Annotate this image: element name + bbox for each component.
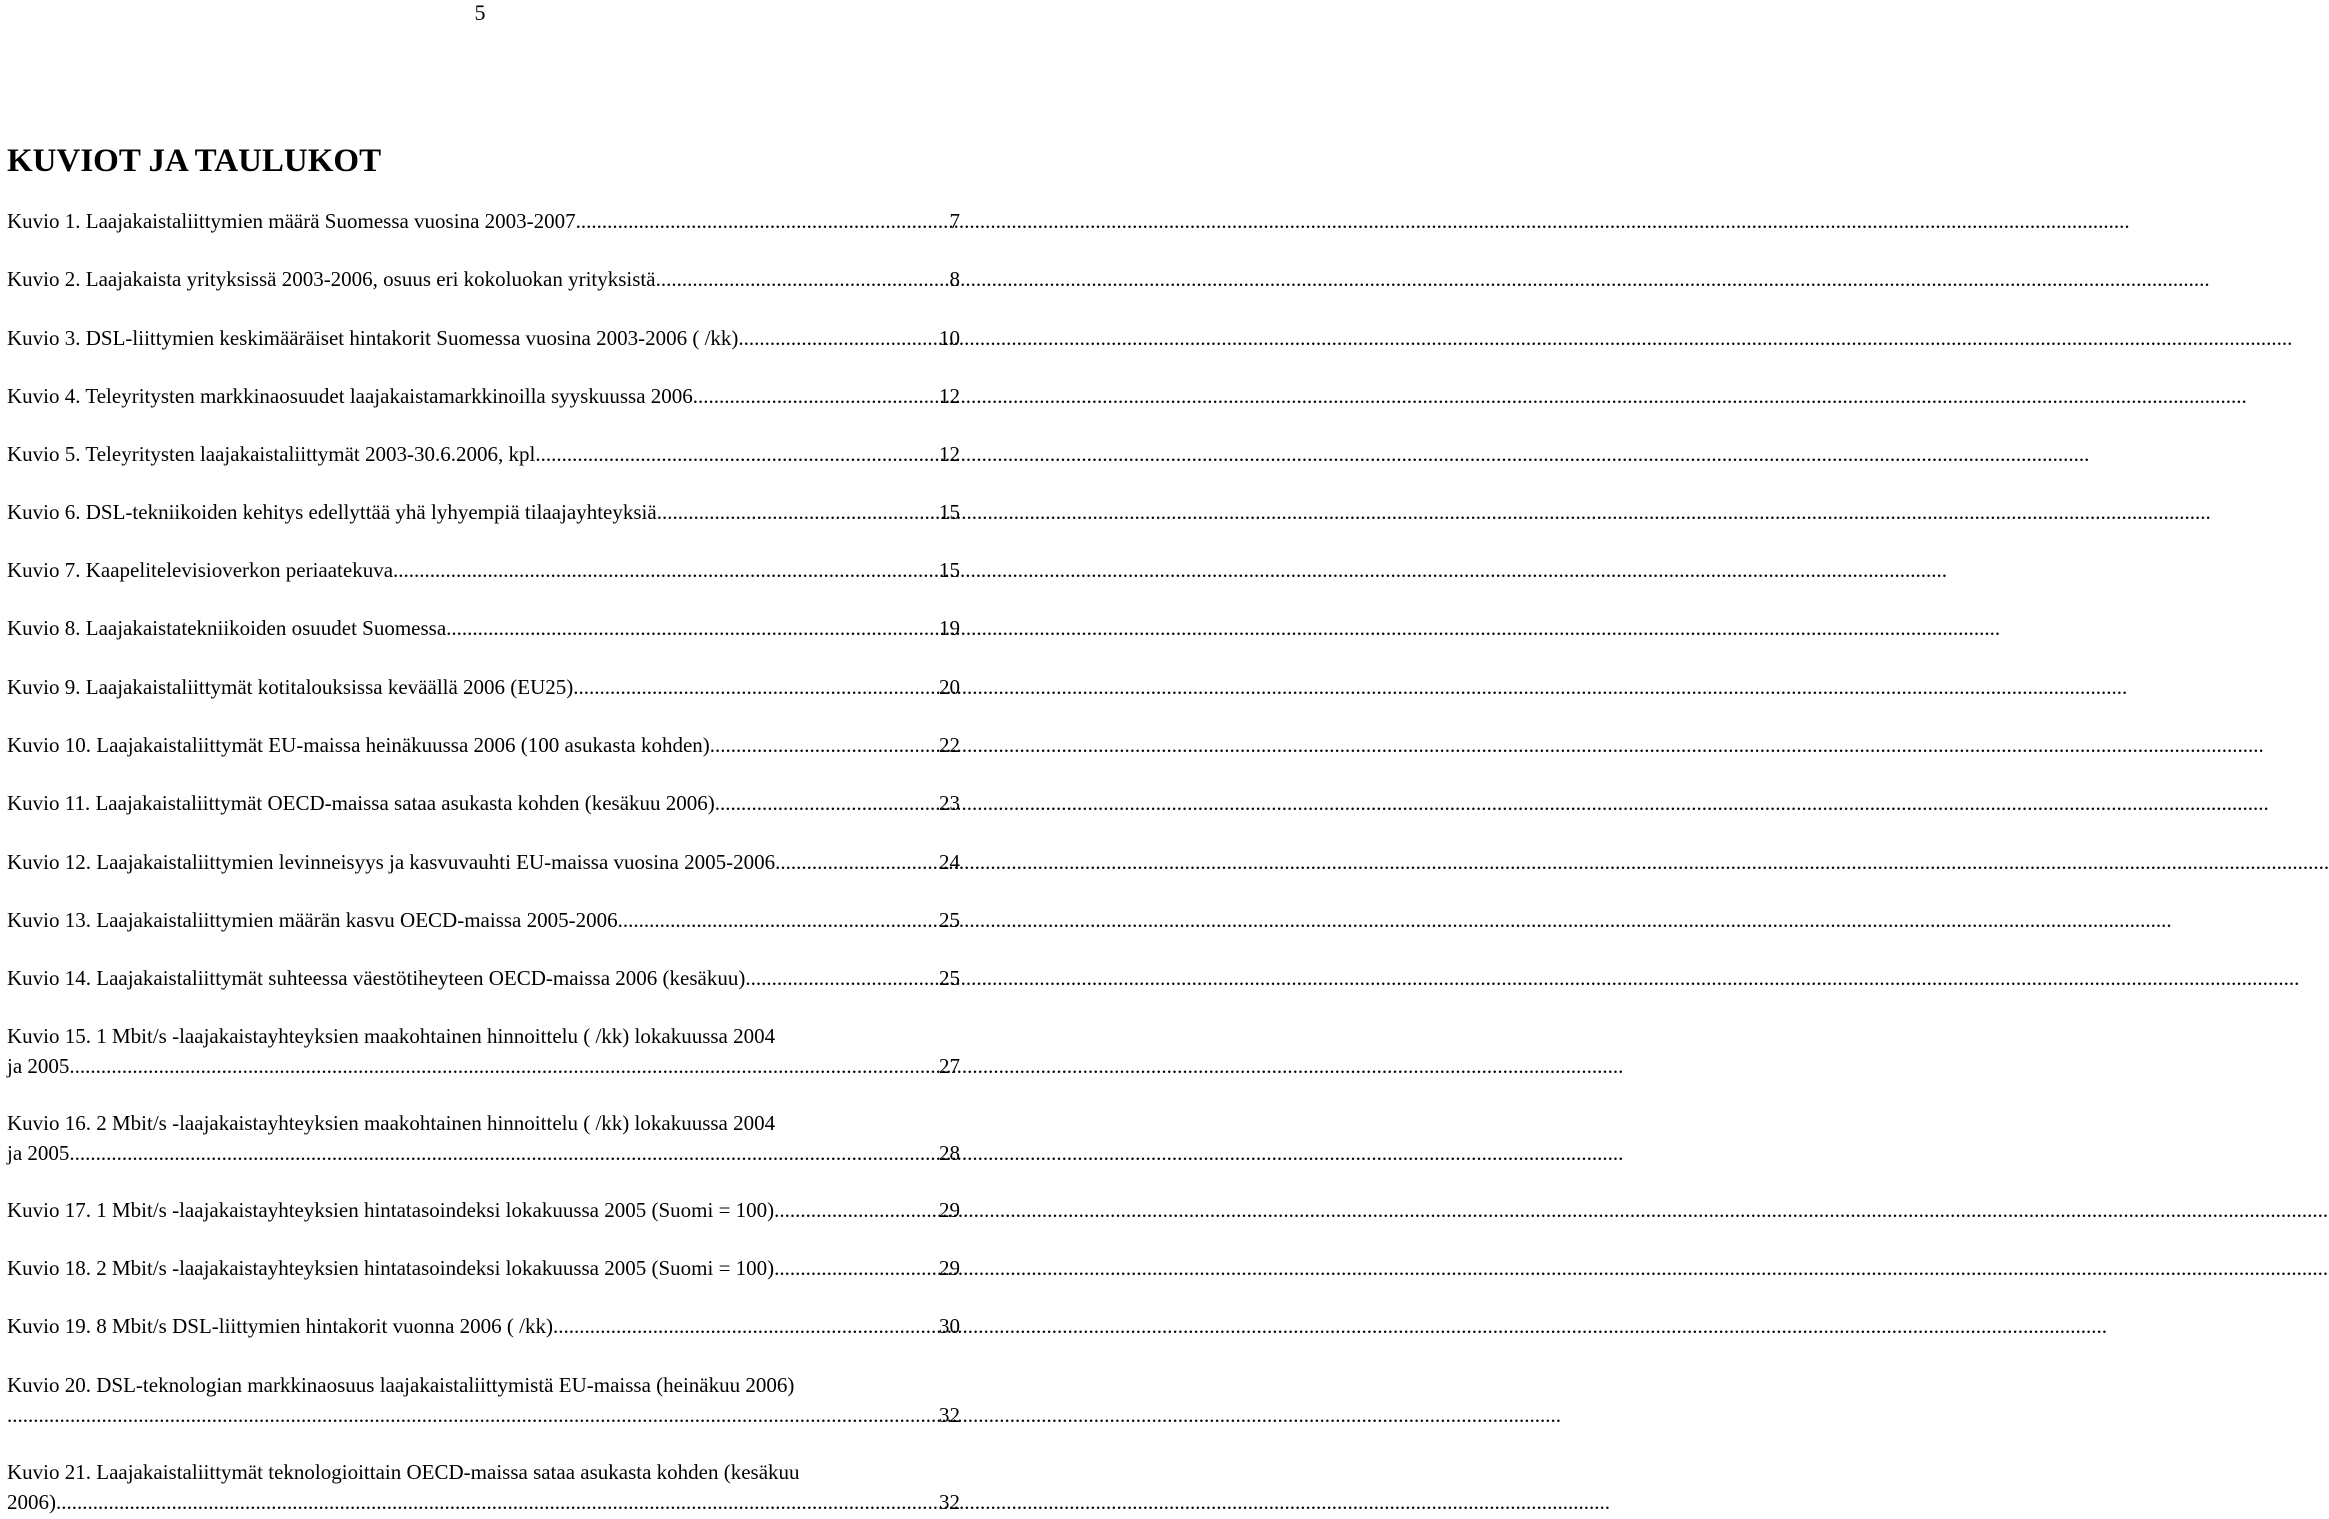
toc-entry[interactable]	[7, 1457, 960, 1517]
toc-entry[interactable]	[7, 905, 960, 935]
toc-entry-title-line: Kuvio 20. DSL-teknologian markkinaosuus laajakaistaliittymistä EU-maissa (heinäkuu 2006)	[7, 1373, 795, 1397]
toc-entry-page: 12	[939, 384, 960, 408]
toc-entry-title: Kuvio 8. Laajakaistatekniikoiden osuudet Suomessa	[7, 616, 447, 640]
toc-entry-title: Kuvio 13. Laajakaistaliittymien määrän kasvu OECD-maissa 2005-2006	[7, 908, 618, 932]
toc-entry[interactable]	[7, 555, 960, 585]
dot-leader	[535, 439, 939, 469]
toc-entry-page: 32	[939, 1403, 960, 1427]
dot-leader	[774, 1253, 939, 1283]
dot-leader	[553, 1311, 939, 1341]
toc-entry[interactable]	[7, 381, 960, 411]
dot-leader	[7, 1400, 939, 1430]
toc-entry[interactable]	[7, 1021, 960, 1081]
dot-leader	[715, 788, 939, 818]
toc-entry-title-line: Kuvio 16. 2 Mbit/s -laajakaistayhteyksien maakohtainen hinnoittelu ( /kk) lokakuussa 2004	[7, 1111, 776, 1135]
toc-entry-page: 24	[939, 850, 960, 874]
toc-entry[interactable]	[7, 439, 960, 469]
toc-entry-title: Kuvio 19. 8 Mbit/s DSL-liittymien hintakorit vuonna 2006 ( /kk)	[7, 1314, 553, 1338]
page-title: KUVIOT JA TAULUKOT	[7, 143, 382, 179]
toc-entry-title: Kuvio 3. DSL-liittymien keskimääräiset hintakorit Suomessa vuosina 2003-2006 ( /kk)	[7, 326, 739, 350]
toc-entry-title: Kuvio 2. Laajakaista yrityksissä 2003-2006, osuus eri kokoluokan yrityksistä	[7, 267, 656, 291]
toc-entry[interactable]	[7, 497, 960, 527]
toc-entry-title: Kuvio 1. Laajakaistaliittymien määrä Suomessa vuosina 2003-2007	[7, 209, 576, 233]
toc-entry-page: 15	[939, 558, 960, 582]
toc-entry[interactable]	[7, 788, 960, 818]
toc-entry-page: 25	[939, 908, 960, 932]
toc-entry-title: Kuvio 18. 2 Mbit/s -laajakaistayhteyksien hintatasoindeksi lokakuussa 2005 (Suomi = 100)	[7, 1256, 775, 1280]
toc-entry-title: 2006)	[7, 1490, 56, 1514]
toc-entry-page: 29	[939, 1198, 960, 1222]
toc-entry-title: Kuvio 10. Laajakaistaliittymät EU-maissa heinäkuussa 2006 (100 asukasta kohden)	[7, 733, 710, 757]
dot-leader	[657, 497, 939, 527]
toc-entry-title: ja 2005	[7, 1054, 70, 1078]
toc-entry[interactable]	[7, 323, 960, 353]
toc-entry-page: 30	[939, 1314, 960, 1338]
toc-entry-page: 25	[939, 966, 960, 990]
toc-entry[interactable]	[7, 613, 960, 643]
dot-leader	[738, 323, 939, 353]
toc-entry-page: 15	[939, 500, 960, 524]
dot-leader	[56, 1487, 939, 1517]
toc-entry[interactable]	[7, 1311, 960, 1341]
toc-entry-title: ja 2005	[7, 1141, 70, 1165]
toc-entry-title: Kuvio 17. 1 Mbit/s -laajakaistayhteyksien hintatasoindeksi lokakuussa 2005 (Suomi = 100)	[7, 1198, 775, 1222]
toc-entry-page: 29	[939, 1256, 960, 1280]
toc-entry-title-line: Kuvio 15. 1 Mbit/s -laajakaistayhteyksien maakohtainen hinnoittelu ( /kk) lokakuussa 2004	[7, 1024, 776, 1048]
toc-entry[interactable]	[7, 264, 960, 294]
toc-entry[interactable]	[7, 206, 960, 236]
toc-entry-title: Kuvio 14. Laajakaistaliittymät suhteessa väestötiheyteen OECD-maissa 2006 (kesäkuu)	[7, 966, 746, 990]
toc-entry-page: 19	[939, 616, 960, 640]
dot-leader	[775, 847, 939, 877]
toc-entry-title: Kuvio 4. Teleyritysten markkinaosuudet laajakaistamarkkinoilla syyskuussa 2006	[7, 384, 693, 408]
toc-entry[interactable]	[7, 730, 960, 760]
toc-entry[interactable]	[7, 963, 960, 993]
toc-entry-title-line: Kuvio 21. Laajakaistaliittymät teknologioittain OECD-maissa sataa asukasta kohden (kesäkuu	[7, 1460, 800, 1484]
toc-entry[interactable]	[7, 1253, 960, 1283]
dot-leader	[446, 613, 939, 643]
toc-entry-title: Kuvio 6. DSL-tekniikoiden kehitys edellyttää yhä lyhyempiä tilaajayhteyksiä	[7, 500, 657, 524]
toc-entry-title: Kuvio 11. Laajakaistaliittymät OECD-maissa sataa asukasta kohden (kesäkuu 2006)	[7, 791, 715, 815]
toc-entry[interactable]	[7, 672, 960, 702]
toc-entry-title: Kuvio 12. Laajakaistaliittymien levinneisyys ja kasvuvauhti EU-maissa vuosina 2005-2006	[7, 850, 776, 874]
toc-entry-page: 7	[949, 209, 960, 233]
dot-leader	[69, 1138, 939, 1168]
toc-entry[interactable]	[7, 1195, 960, 1225]
toc-entry-page: 8	[949, 267, 960, 291]
dot-leader	[693, 381, 939, 411]
toc-entry-page: 10	[939, 326, 960, 350]
dot-leader	[69, 1051, 939, 1081]
toc-entry-page: 22	[939, 733, 960, 757]
toc-entry[interactable]	[7, 847, 960, 877]
toc-entry-title: Kuvio 5. Teleyritysten laajakaistaliittymät 2003-30.6.2006, kpl	[7, 442, 536, 466]
dot-leader	[774, 1195, 939, 1225]
toc-entry-page: 28	[939, 1141, 960, 1165]
toc-entry-page: 23	[939, 791, 960, 815]
dot-leader	[745, 963, 939, 993]
toc-entry[interactable]	[7, 1370, 960, 1430]
toc-entry-page: 12	[939, 442, 960, 466]
page-number: 5	[474, 0, 486, 25]
toc-entry-page: 32	[939, 1490, 960, 1514]
toc-entry-title: Kuvio 9. Laajakaistaliittymät kotitalouksissa keväällä 2006 (EU25)	[7, 675, 574, 699]
dot-leader	[656, 264, 950, 294]
dot-leader	[573, 672, 939, 702]
dot-leader	[576, 206, 950, 236]
dot-leader	[393, 555, 939, 585]
dot-leader	[710, 730, 939, 760]
toc-entry-page: 20	[939, 675, 960, 699]
toc-entry-title: Kuvio 7. Kaapelitelevisioverkon periaatekuva	[7, 558, 394, 582]
dot-leader	[618, 905, 939, 935]
toc-entry-page: 27	[939, 1054, 960, 1078]
toc-entry[interactable]	[7, 1108, 960, 1168]
